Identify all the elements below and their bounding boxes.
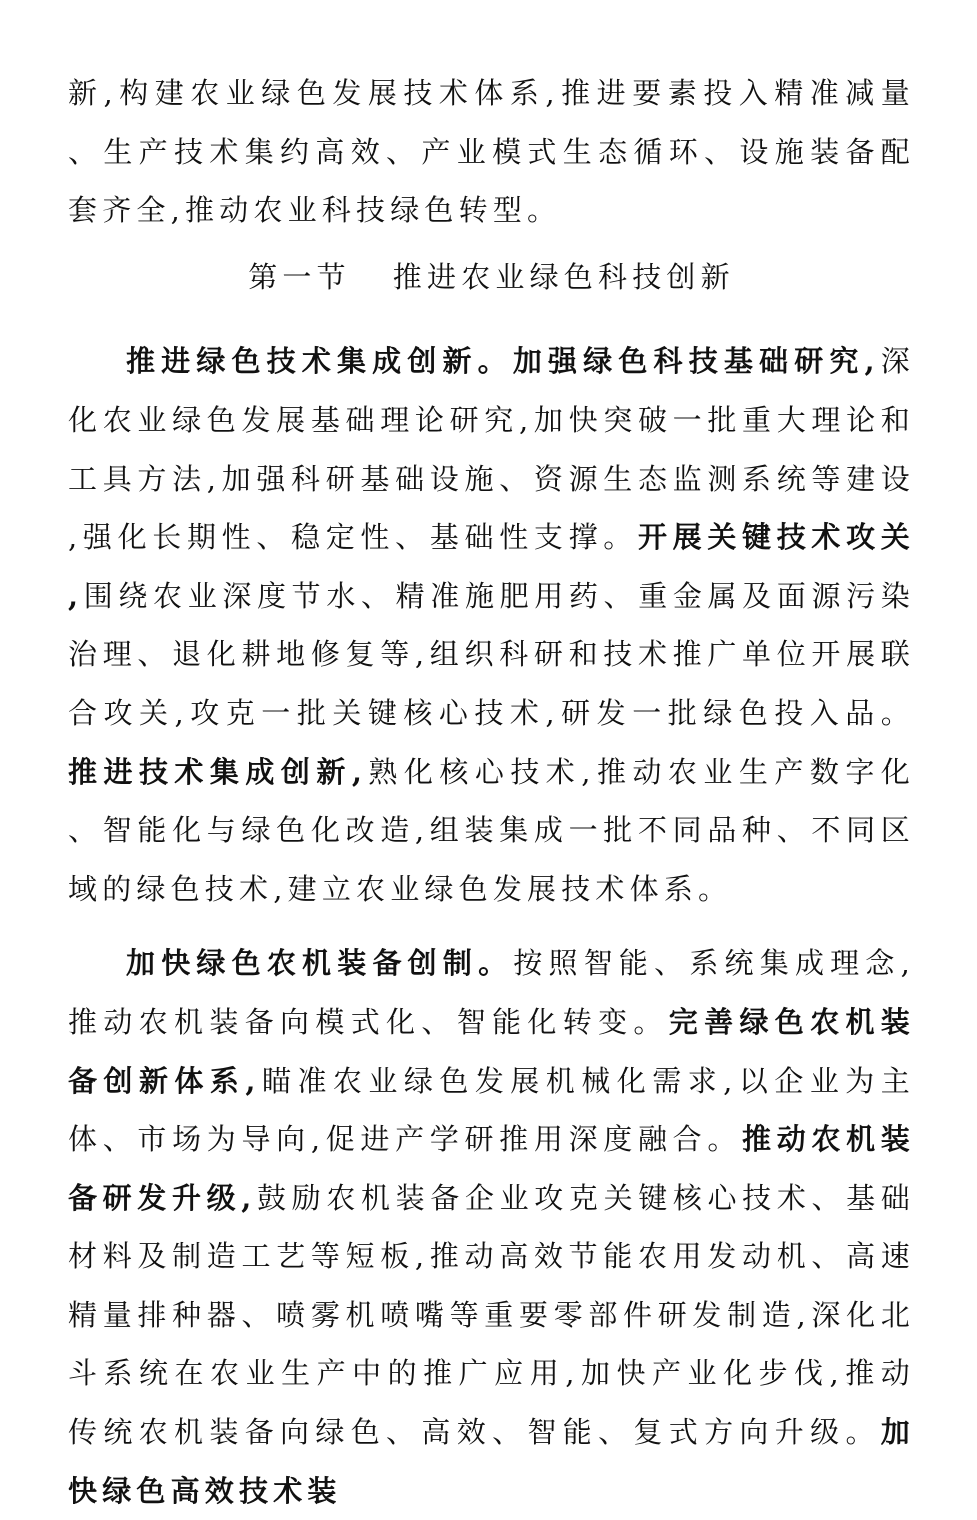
paragraph-3-lead-bold: 加快绿色农机装备创制。 (126, 946, 514, 981)
paragraph-2-bold-2: 开展关键技术攻关, (68, 520, 915, 613)
paragraph-green-machinery (68, 934, 915, 1520)
section-title: 推进农业绿色科技创新 (392, 259, 735, 294)
section-heading (68, 248, 915, 307)
paragraph-spacer (68, 918, 915, 934)
paragraph-3-bold-2: 完善绿色农机装备创新体系, (68, 1004, 915, 1098)
paragraph-2-lead-bold: 推进绿色技术集成创新。加强绿色科技基础研究, (126, 344, 880, 379)
paragraph-green-tech-innovation (68, 332, 915, 918)
paragraph-2-text-1: 深化农业绿色发展基础理论研究,加快突破一批重大理论和工具方法,加强科研基础设施、资源生态监测系统等建设,强化长期性、稳定性、基础性支撑。 (68, 344, 915, 555)
paragraph-3-bold-4: 加快绿色高效技术装 (68, 1415, 915, 1508)
paragraph-3-text-3: 鼓励农机装备企业攻克关键核心技术、基础材料及制造工艺等短板,推动高效节能农用发动机、高速精量排种器、喷雾机喷嘴等重要零部件研发制造,深化北斗系统在农业生产中的推广应用,加快产业化步伐,推动传统农机装备向绿色、高效、智能、复式方向升级。 (68, 1180, 916, 1450)
section-number: 第一节 (248, 259, 351, 294)
paragraph-3-bold-3: 推动农机装备研发升级, (68, 1122, 915, 1215)
paragraph-3-text-1: 按照智能、系统集成理念,推动农机装备向模式化、智能化转变。 (68, 946, 916, 1039)
paragraph-2-text-3: 熟化核心技术,推动农业生产数字化、智能化与绿色化改造,组装集成一批不同品种、不同区域的绿色技术,建立农业绿色发展技术体系。 (68, 754, 915, 906)
paragraph-2-bold-3: 推进技术集成创新, (68, 754, 368, 789)
paragraph-2-text-2: 围绕农业深度节水、精准施肥用药、重金属及面源污染治理、退化耕地修复等,组织科研和技术推广单位开展联合攻关,攻克一批关键核心技术,研发一批绿色投入品。 (68, 578, 915, 730)
paragraph-continuation (68, 64, 915, 240)
paragraph-3-text-2: 瞄准农业绿色发展机械化需求,以企业为主体、市场为导向,促进产学研推用深度融合。 (68, 1063, 915, 1157)
paragraph-1-text: 新,构建农业绿色发展技术体系,推进要素投入精准减量、生产技术集约高效、产业模式生态循环、设施装备配套齐全,推动农业科技绿色转型。 (68, 76, 915, 228)
